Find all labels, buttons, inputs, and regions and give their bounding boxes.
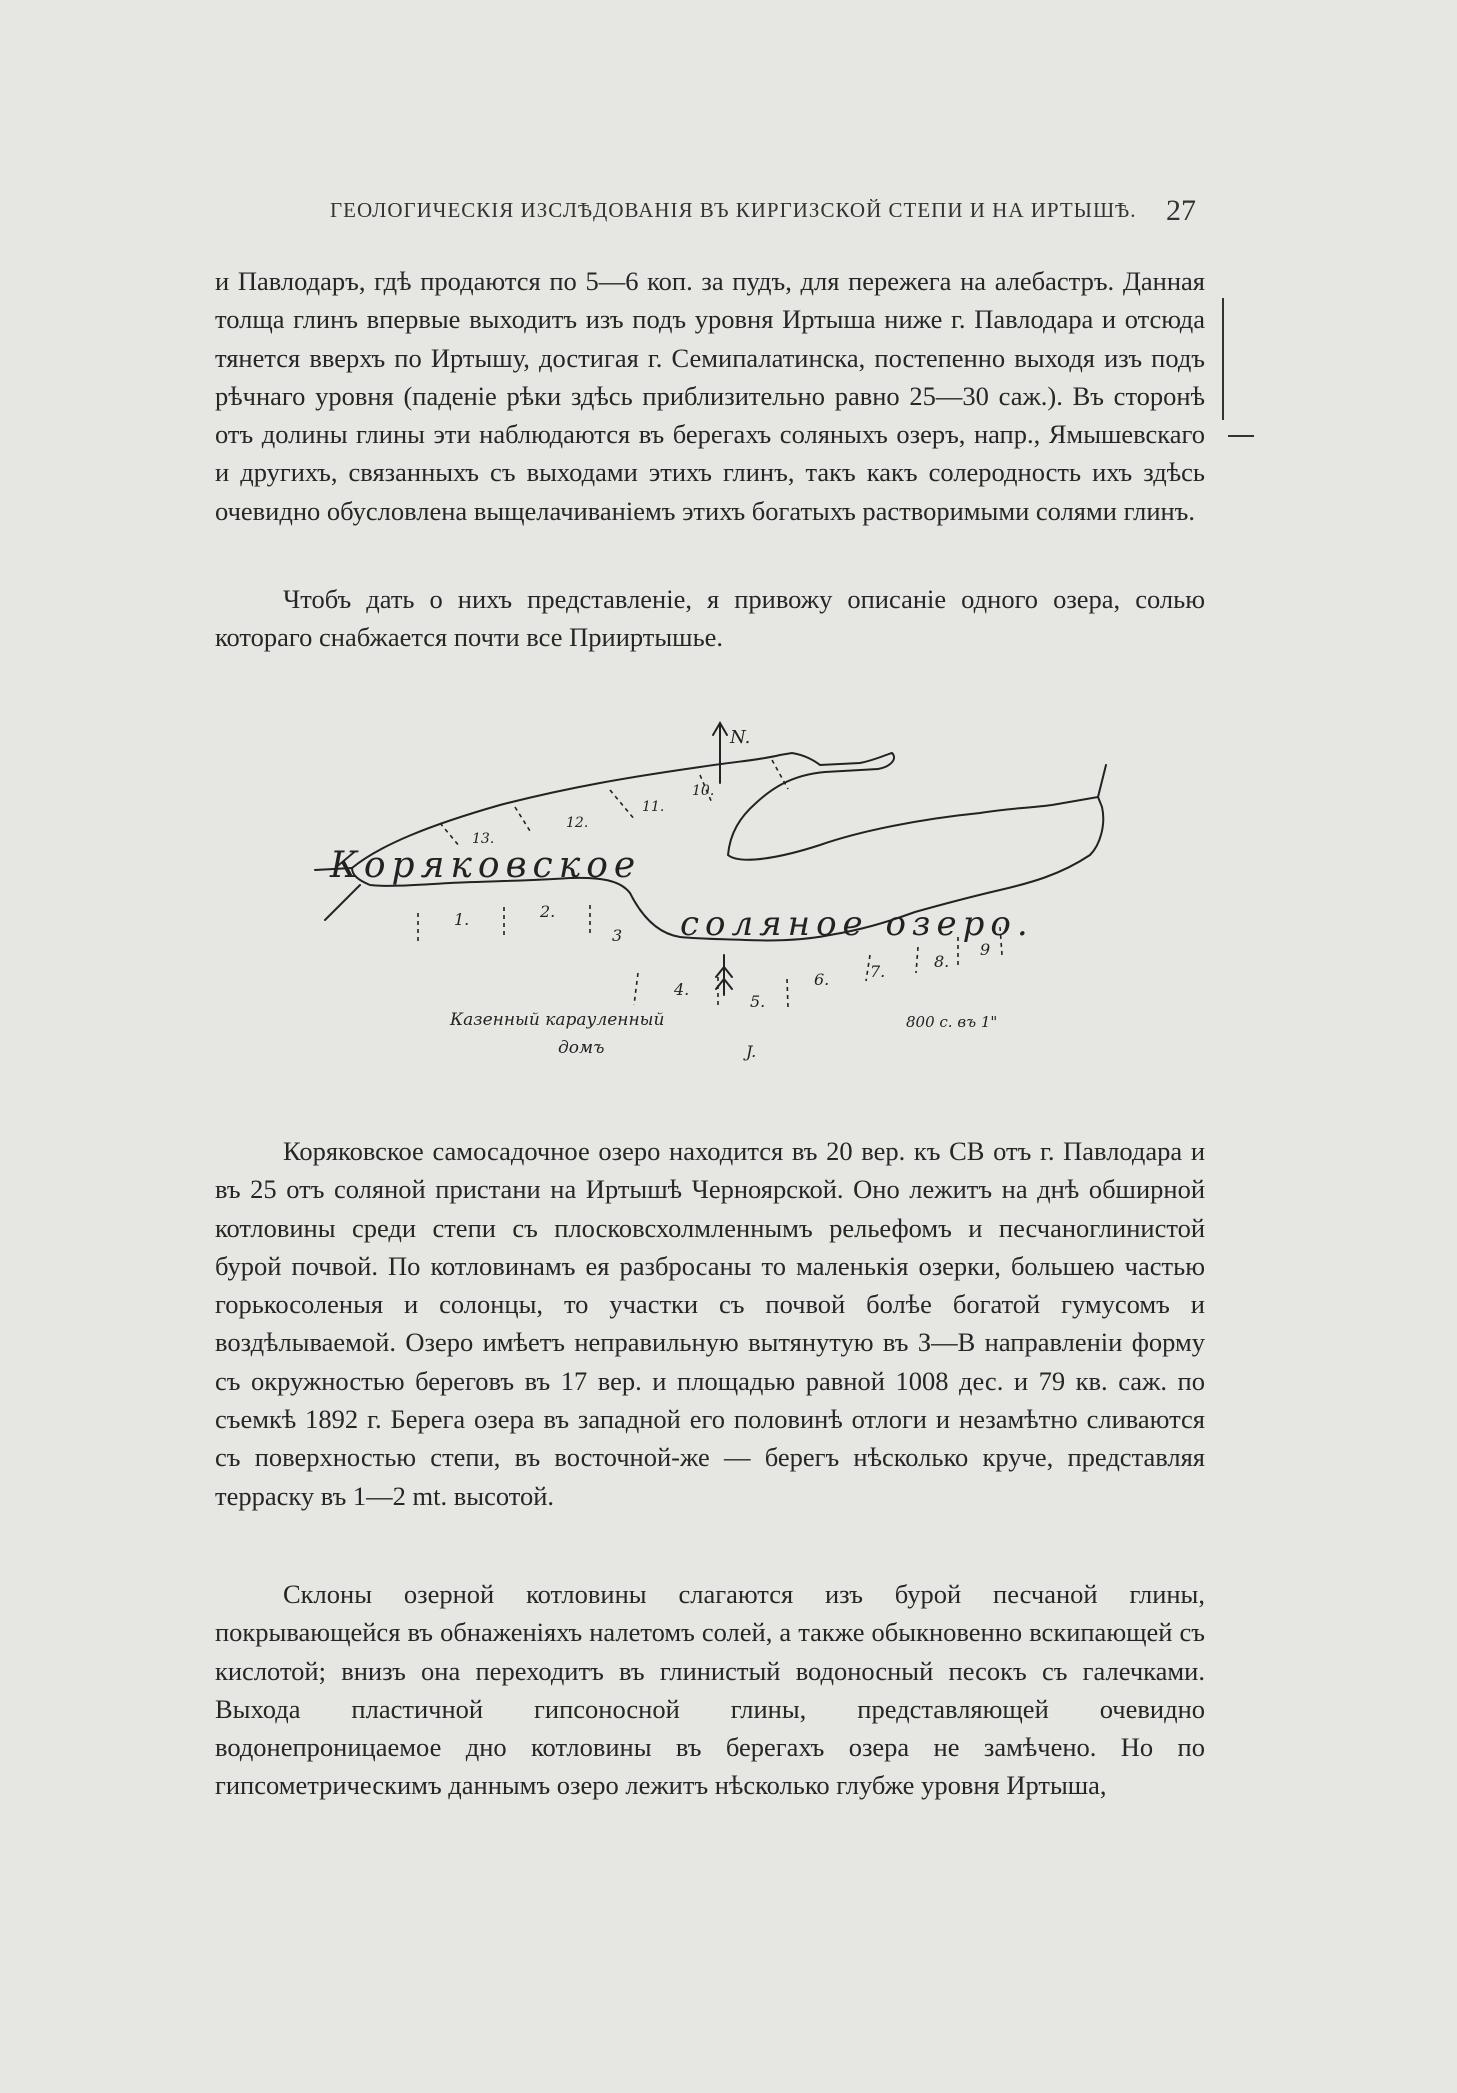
section-label: 6. (814, 970, 830, 989)
section-divider (916, 947, 918, 973)
inlet-west-lower (325, 885, 360, 920)
section-label: 4. (674, 980, 690, 999)
paragraph-4: Склоны озерной котловины слагаются изъ бурой песчаной глины, покрывающейся въ обнаженіяхъ налетомъ солей, а также обыкновенно вскипающей съ кислотой; внизъ она переходитъ въ глинистый водоносный песокъ съ галечками. Выхода пластичной гипсоносной глины, представляющей очевидно водонепроницаемое дно котловины въ берегахъ озера не замѣчено. Но по гипсометрическимъ даннымъ озеро лежитъ нѣсколько глубже уровня Иртыша, (215, 1579, 1205, 1801)
north-label: N. (730, 727, 751, 748)
lake-map (300, 715, 1120, 1075)
house-label: Казенный карауленный (450, 1010, 665, 1030)
margin-mark-vertical (1222, 298, 1224, 420)
section-label: 9 (980, 940, 991, 959)
section-divider (515, 807, 530, 831)
lake-name-part2: соляное озеро. (680, 904, 1034, 944)
section-divider (610, 790, 635, 820)
inlet-east (1098, 765, 1106, 797)
margin-mark-dash (1228, 435, 1254, 437)
section-label: 3 (612, 926, 623, 945)
section-label: 13. (472, 831, 495, 847)
section-label: 2. (540, 902, 556, 921)
paragraph-3: Коряковское самосадочное озеро находится въ 20 вер. къ СВ отъ г. Павлодара и въ 25 отъ соляной пристани на Иртышѣ Черноярской. Оно лежитъ на днѣ обширной котловины среди степи съ плосковсхолмленнымъ рельефомъ и песчаноглинистой бурой почвой. По котловинамъ ея разбросаны то маленькія озерки, большею частью горькосоленыя и солонцы, то участки съ почвой болѣе богатой гумусомъ и воздѣлываемой. Озеро имѣетъ неправильную вытянутую въ З—В направленіи форму съ окружностью береговъ въ 17 вер. и площадью равной 1008 дес. и 79 кв. саж. по съемкѣ 1892 г. Берега озера въ западной его половинѣ отлоги и незамѣтно сливаются съ поверхностью степи, въ восточной-же — берегъ нѣсколько круче, представляя терраску въ 1—2 mt. высотой. (215, 1136, 1205, 1511)
page-number: 27 (1166, 194, 1196, 227)
section-label: 10. (692, 783, 715, 799)
paragraph-1: и Павлодаръ, гдѣ продаются по 5—6 коп. за пудъ, для пережега на алебастръ. Данная толща глинъ впервые выходитъ изъ подъ уровня Иртыша ниже г. Павлодара и отсюда тянется вверхъ по Иртышу, достигая г. Семипалатинска, постепенно выходя изъ подъ рѣчнаго уровня (паденіе рѣки здѣсь приблизительно равно 25—30 саж.). Въ сторонѣ отъ долины глины эти наблюдаются въ берегахъ соляныхъ озеръ, напр., Ямышевскаго и другихъ, связанныхъ съ выходами этихъ глинъ, такъ какъ солеродность ихъ здѣсь очевидно обусловлена выщелачиваніемъ этихъ богатыхъ растворимыми солями глинъ. (215, 266, 1205, 526)
paragraph-2: Чтобъ дать о нихъ представленіе, я привожу описаніе одного озера, солью котораго снабжается почти все Прииртышье. (215, 584, 1205, 653)
section-label: 12. (566, 815, 589, 831)
section-divider (634, 973, 638, 1005)
section-label: 8. (934, 952, 950, 971)
section-divider (787, 979, 788, 1007)
lake-name-part1: Коряковское (330, 845, 642, 886)
scale-label: 800 с. въ 1" (906, 1013, 998, 1031)
running-title: ГЕОЛОГИЧЕСКІЯ ИЗСЛѢДОВАНІЯ ВЪ КИРГИЗСКОЙ СТЕПИ И НА ИРТЫШѢ. (330, 198, 1137, 222)
section-label: 7. (870, 962, 886, 981)
section-label: 5. (750, 992, 766, 1011)
section-label: 1. (454, 910, 470, 929)
section-divider (440, 823, 460, 847)
house-label-2: домъ (558, 1038, 605, 1058)
section-label: 11. (642, 799, 665, 815)
mark-label: J. (746, 1042, 757, 1061)
